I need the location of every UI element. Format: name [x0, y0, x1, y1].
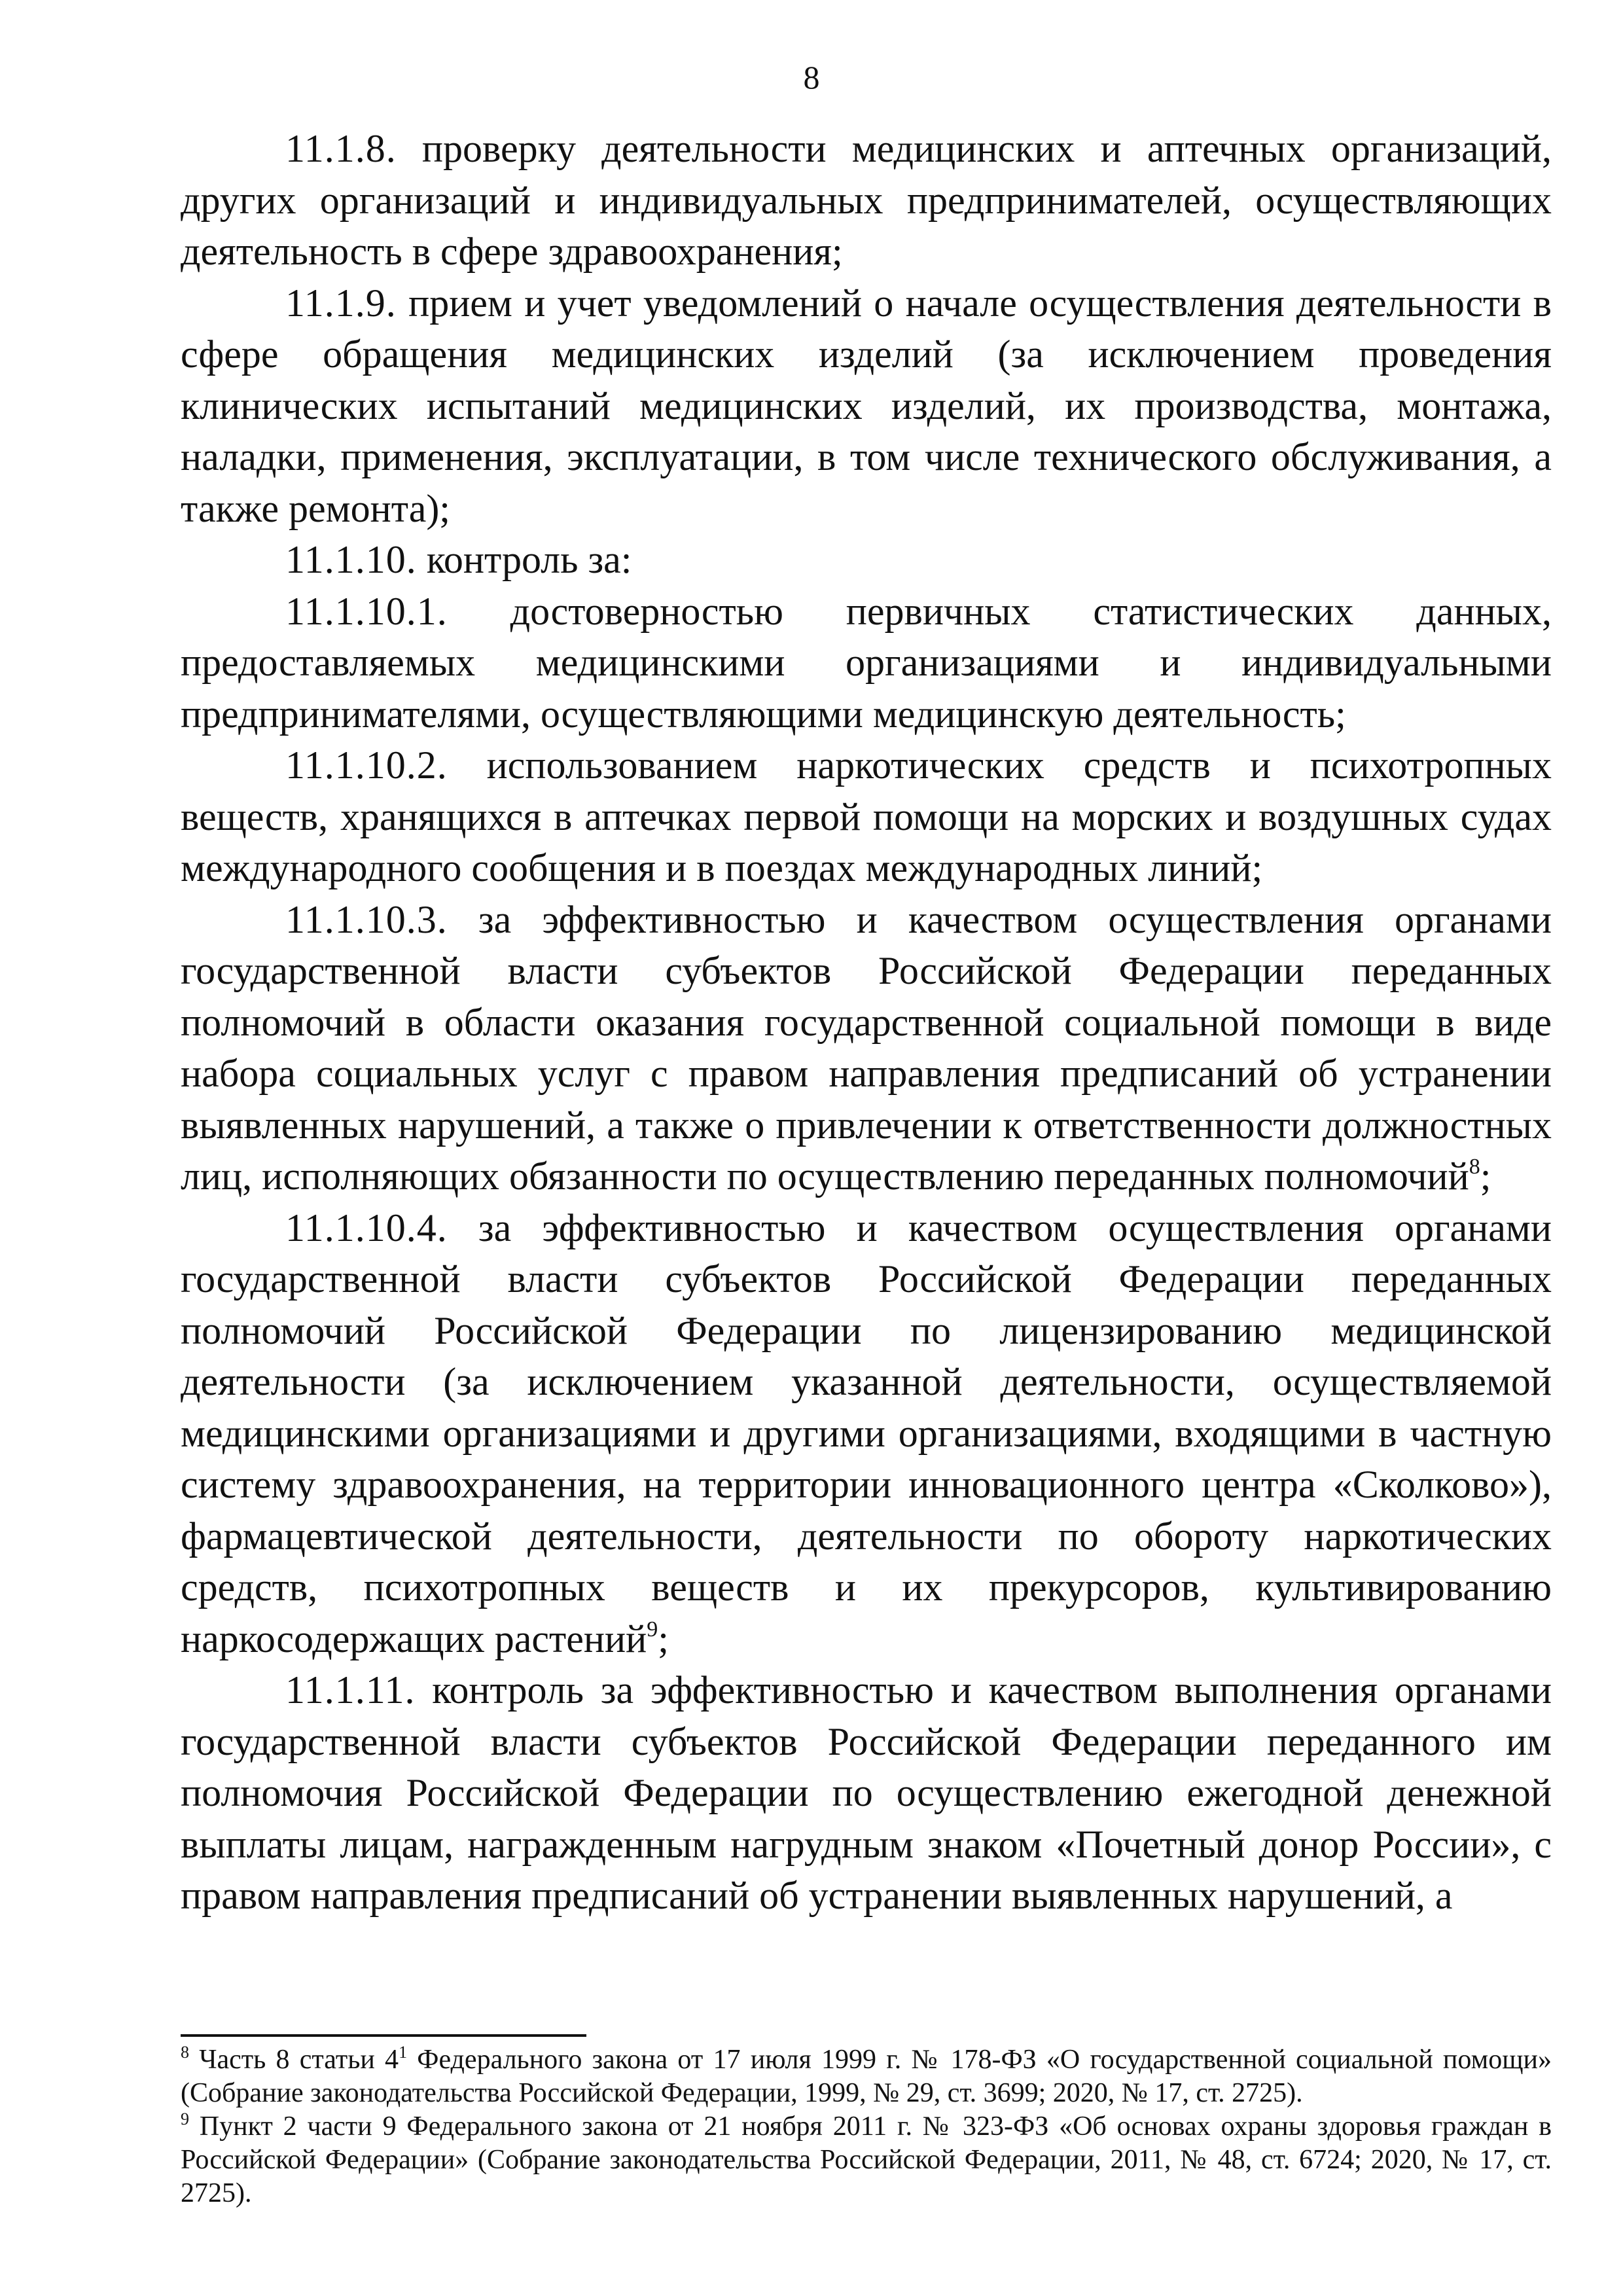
footnote-divider — [181, 2034, 586, 2037]
item-number: 11.1.8. — [285, 127, 397, 170]
item-number: 11.1.11. — [285, 1668, 416, 1712]
paragraph-11-1-8 — [181, 123, 1552, 278]
item-number: 11.1.10.2. — [285, 744, 448, 787]
footnote-text-rest: Федерального закона от 17 июля 1999 г. № 178-ФЗ «О государственной социальной помощи» (Собрание законодательства Российской Федерации, 1999, № 29, ст. 3699; 2020, № 17, ст. 2725). — [181, 2045, 1552, 2108]
page-number: 8 — [803, 59, 820, 96]
paragraph-text: контроль за эффективностью и качеством выполнения органами государственной власти субъектов Российской Федерации переданного им полномочия Российской Федерации по осуществлению ежегодной денежной выплаты лицам, награжденным нагрудным знаком «Почетный донор России», с правом направления предписаний об устранении выявленных нарушений, а — [181, 1668, 1552, 1917]
footnote-ref-8: 8 — [1469, 1155, 1480, 1179]
paragraph-11-1-10-2 — [181, 740, 1552, 894]
paragraph-11-1-9 — [181, 278, 1552, 535]
footnote-ref-9: 9 — [647, 1617, 658, 1641]
paragraph-text: использованием наркотических средств и психотропных веществ, хранящихся в аптечках первой помощи на морских и воздушных судах международного сообщения и в поездах международных линий; — [181, 744, 1552, 889]
body-text — [181, 123, 1552, 1922]
item-number: 11.1.10.4. — [285, 1206, 448, 1249]
paragraph-tail: ; — [1480, 1155, 1491, 1198]
paragraph-11-1-10-4 — [181, 1202, 1552, 1665]
footnotes — [181, 2043, 1552, 2210]
footnote-text: Пункт 2 части 9 Федерального закона от 21 ноября 2011 г. № 323-ФЗ «Об основах охраны здоровья граждан в Российской Федерации» (Собрание законодательства Российской Федерации, 2011, № 48, ст. 6724; 2020, № 17, ст. 2725). — [181, 2111, 1552, 2208]
footnote-text: Часть 8 статьи 4 — [189, 2045, 399, 2075]
paragraph-text: проверку деятельности медицинских и аптечных организаций, других организаций и индивидуальных предпринимателей, осуществляющих деятельность в сфере здравоохранения; — [181, 127, 1552, 273]
footnote-9 — [181, 2110, 1552, 2210]
footnote-mark: 9 — [181, 2109, 189, 2128]
footnote-8 — [181, 2043, 1552, 2110]
paragraph-text: за эффективностью и качеством осуществления органами государственной власти субъектов Российской Федерации переданных полномочий Российской Федерации по лицензированию медицинской деятельности (за исключением указанной деятельности, осуществляемой медицинскими организациями и другими организациями, входящими в частную систему здравоохранения, на территории инновационного центра «Сколково»), фармацевтической деятельности, деятельности по обороту наркотических средств, психотропных веществ и их прекурсоров, культивированию наркосодержащих растений — [181, 1206, 1552, 1660]
paragraph-text: достоверностью первичных статистических данных, предоставляемых медицинскими организациями и индивидуальными предпринимателями, осуществляющими медицинскую деятельность; — [181, 589, 1552, 736]
item-number: 11.1.9. — [285, 281, 397, 325]
footnote-inner-sup: 1 — [399, 2043, 408, 2062]
paragraph-11-1-10-3 — [181, 894, 1552, 1202]
paragraph-tail: ; — [658, 1617, 669, 1660]
item-number: 11.1.10.3. — [285, 897, 448, 941]
paragraph-11-1-10 — [181, 534, 1552, 586]
paragraph-text: за эффективностью и качеством осуществления органами государственной власти субъектов Российской Федерации переданных полномочий в области оказания государственной социальной помощи в виде набора социальных услуг с правом направления предписаний об устранении выявленных нарушений, а также о привлечении к ответственности должностных лиц, исполняющих обязанности по осуществлению переданных полномочий — [181, 897, 1552, 1198]
paragraph-text: контроль за: — [416, 538, 632, 581]
item-number: 11.1.10.1. — [285, 589, 448, 633]
paragraph-text: прием и учет уведомлений о начале осуществления деятельности в сфере обращения медицинских изделий (за исключением проведения клинических испытаний медицинских изделий, их производства, монтажа, наладки, применения, эксплуатации, в том числе технического обслуживания, а также ремонта); — [181, 281, 1552, 530]
item-number: 11.1.10. — [285, 538, 417, 581]
paragraph-11-1-10-1 — [181, 586, 1552, 740]
footnote-mark: 8 — [181, 2043, 189, 2062]
paragraph-11-1-11 — [181, 1664, 1552, 1922]
